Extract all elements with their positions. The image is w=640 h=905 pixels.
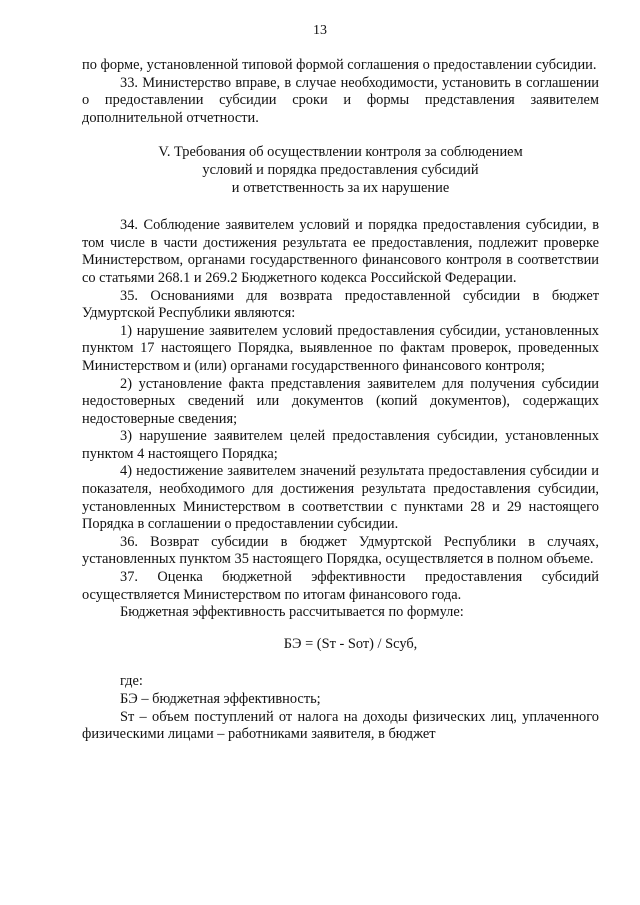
page-number: 13 [313, 23, 327, 38]
document-body [82, 57, 599, 744]
section-heading-line-3: и ответственность за их нарушение [231, 179, 450, 196]
paragraph-37: 37. Оценка бюджетной эффективности предоставления субсидий осуществляется Министерством по итогам финансового года. [82, 569, 599, 603]
section-heading-line-1: V. Требования об осуществлении контроля за соблюдением [158, 144, 523, 161]
formula: БЭ = (Sт - Sот) / Sсуб, [283, 635, 418, 652]
paragraph-36: 36. Возврат субсидии в бюджет Удмуртской Республики в случаях, установленных пунктом 35 настоящего Порядка, осуществляется в полном объеме. [82, 533, 599, 568]
paragraph-continuation: по форме, установленной типовой формой соглашения о предоставлении субсидии. [82, 57, 597, 73]
list-item-1: 1) нарушение заявителем условий предоставления субсидии, установленных пунктом 17 настоящего Порядка, выявленное по фактам проверок, проведенных Министерством и (или) органами государственного финансового контроля; [82, 322, 599, 374]
list-item-3: 3) нарушение заявителем целей предоставления субсидии, установленных пунктом 4 настоящего Порядка; [82, 428, 599, 462]
definition-st: Sт – объем поступлений от налога на доходы физических лиц, уплаченного физическими лицами – работниками заявителя, в бюджет [82, 708, 599, 743]
paragraph-35: 35. Основаниями для возврата предоставленной субсидии в бюджет Удмуртской Республики являются: [82, 287, 599, 322]
list-item-2: 2) установление факта представления заявителем для получения субсидии недостоверных сведений или документов (копий документов), содержащих недостоверные сведения; [82, 375, 599, 427]
section-heading [82, 144, 599, 197]
formula-intro: Бюджетная эффективность рассчитывается по формуле: [120, 604, 464, 621]
where-label: где: [120, 673, 143, 690]
paragraph-33: 33. Министерство вправе, в случае необходимости, установить в соглашении о предоставлении субсидии сроки и формы представления заявителем дополнительной отчетности. [82, 74, 599, 126]
section-heading-line-2: условий и порядка предоставления субсидий [202, 161, 479, 178]
list-item-4: 4) недостижение заявителем значений результата предоставления субсидии и показателя, необходимого для достижения результата предоставления субсидии, установленных Министерством в соответствии с пунктами 28 и 29 настоящего Порядка в соглашении о предоставлении субсидии. [82, 463, 599, 533]
definition-be: БЭ – бюджетная эффективность; [120, 691, 321, 707]
paragraph-34: 34. Соблюдение заявителем условий и порядка предоставления субсидии, в том числе в части достижения результата ее предоставления, подлежит проверке Министерством, органами государственного финансового контроля в соответствии со статьями 268.1 и 269.2 Бюджетного кодекса Российской Федерации. [82, 217, 599, 286]
